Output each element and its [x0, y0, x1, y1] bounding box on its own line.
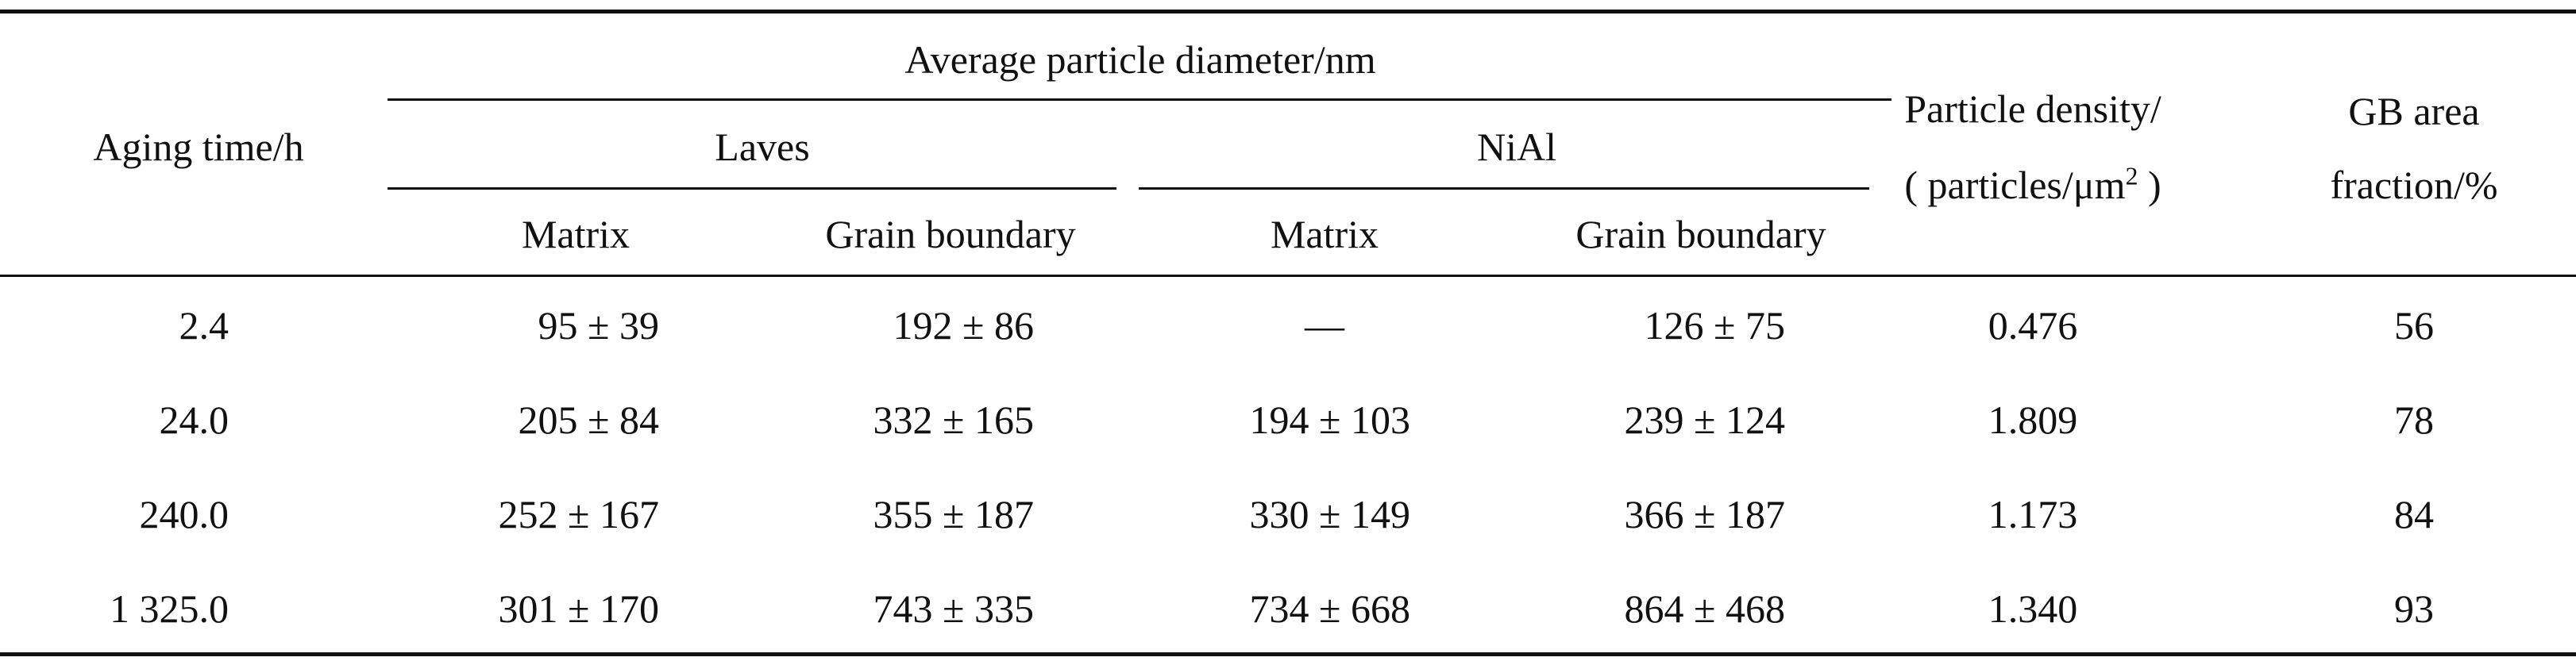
header-gb-line1: GB area	[2348, 89, 2480, 133]
table-row-4-aging-time: 1 325.0	[110, 586, 229, 631]
bottom-rule	[0, 652, 2576, 656]
header-density-line1: Particle density/	[1904, 86, 2161, 131]
header-aging-time: Aging time/h	[93, 125, 304, 169]
table-row-1-nial-matrix: —	[1305, 303, 1344, 348]
table-row-3-density: 1.173	[1988, 492, 2078, 536]
header-nial-grain-boundary: Grain boundary	[1575, 212, 1826, 256]
table-row-3-nial-matrix: 330 ± 149	[1249, 492, 1410, 536]
density-unit-suffix: )	[2138, 163, 2161, 207]
table-row-2-aging-time: 24.0	[159, 398, 229, 442]
density-unit-prefix: ( particles/μm	[1904, 163, 2126, 207]
table-row-3-nial-gb: 366 ± 187	[1624, 492, 1785, 536]
header-laves-matrix: Matrix	[521, 212, 631, 256]
header-bottom-rule	[0, 275, 2576, 277]
table-row-4-nial-matrix: 734 ± 668	[1249, 586, 1410, 631]
table-row-2-nial-gb: 239 ± 124	[1624, 398, 1785, 442]
header-density-line2	[1904, 161, 2161, 209]
table-row-3-gb-fraction: 84	[2394, 492, 2434, 536]
header-laves-grain-boundary: Grain boundary	[825, 212, 1076, 256]
table-row-2-laves-gb: 332 ± 165	[873, 398, 1034, 442]
table-row-2-density: 1.809	[1988, 398, 2078, 442]
density-unit-exponent: 2	[2125, 161, 2138, 190]
table-row-4-density: 1.340	[1988, 586, 2078, 631]
table-row-3-aging-time: 240.0	[139, 492, 229, 536]
table-row-1-density: 0.476	[1988, 303, 2078, 348]
nial-rule	[1139, 187, 1869, 190]
table-row-3-laves-gb: 355 ± 187	[873, 492, 1034, 536]
table-row-1-gb-fraction: 56	[2394, 303, 2434, 348]
table-row-2-nial-matrix: 194 ± 103	[1249, 398, 1410, 442]
header-avg-diameter: Average particle diameter/nm	[904, 37, 1376, 82]
table-row-4-laves-gb: 743 ± 335	[873, 586, 1034, 631]
header-nial: NiAl	[1477, 125, 1556, 169]
header-gb-line2: fraction/%	[2330, 163, 2498, 207]
header-nial-matrix: Matrix	[1270, 212, 1379, 256]
table-row-2-laves-matrix: 205 ± 84	[518, 398, 659, 442]
table-row-4-gb-fraction: 93	[2394, 586, 2434, 631]
header-laves: Laves	[715, 125, 810, 169]
table-row-4-laves-matrix: 301 ± 170	[498, 586, 659, 631]
top-rule	[0, 10, 2576, 13]
laves-rule	[388, 187, 1116, 190]
table-row-4-nial-gb: 864 ± 468	[1624, 586, 1785, 631]
avg-diameter-rule	[388, 98, 1892, 101]
table-row-3-laves-matrix: 252 ± 167	[498, 492, 659, 536]
table-row-1-laves-gb: 192 ± 86	[893, 303, 1034, 348]
table-row-1-aging-time: 2.4	[179, 303, 229, 348]
table-row-1-nial-gb: 126 ± 75	[1644, 303, 1785, 348]
table-row-1-laves-matrix: 95 ± 39	[538, 303, 659, 348]
table-row-2-gb-fraction: 78	[2394, 398, 2434, 442]
